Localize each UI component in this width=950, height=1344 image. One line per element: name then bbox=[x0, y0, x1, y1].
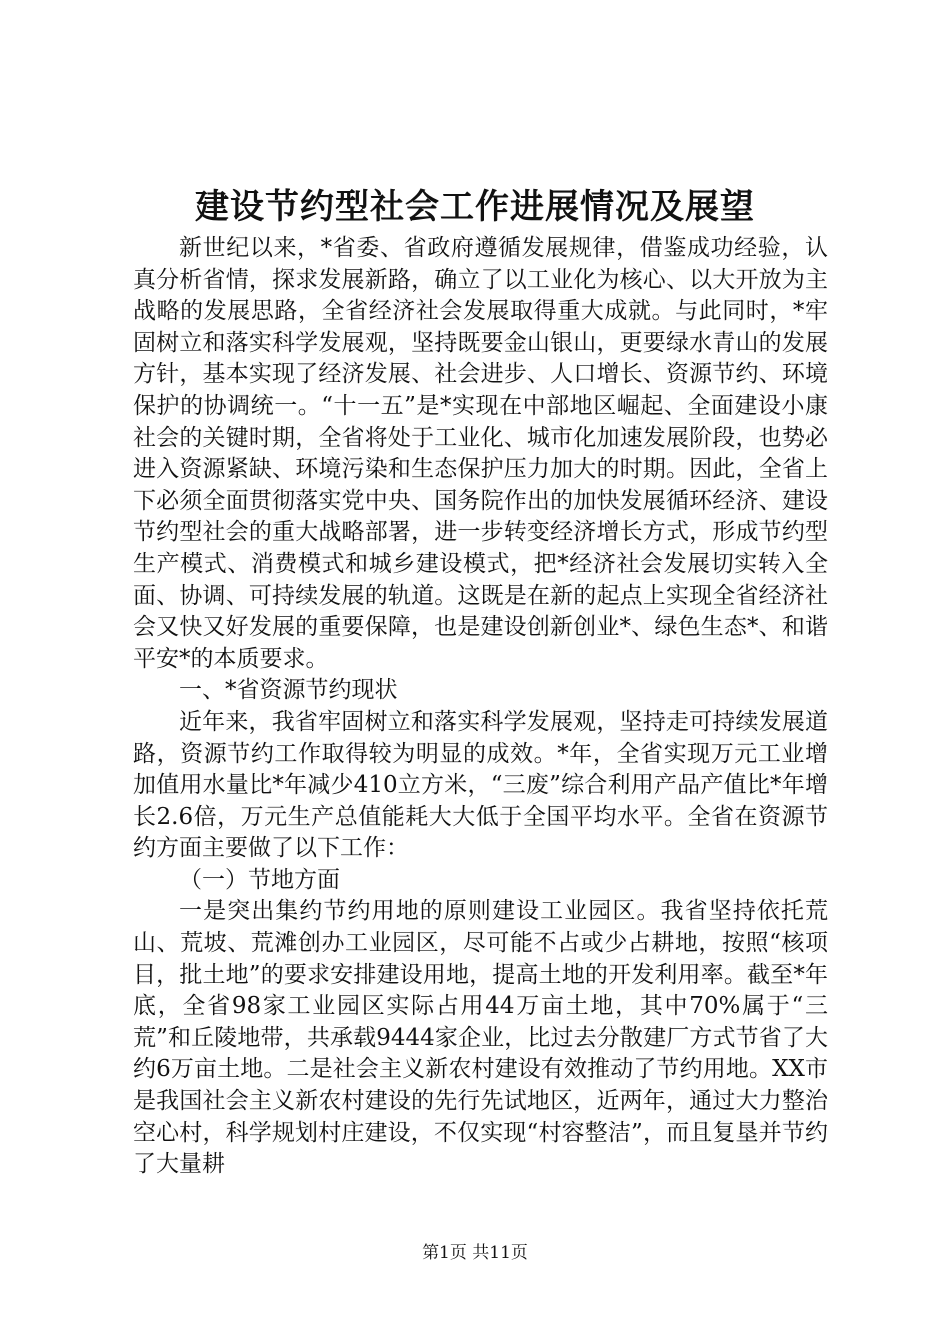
section-heading-1: 一、*省资源节约现状 bbox=[179, 677, 398, 704]
document-title: 建设节约型社会工作进展情况及展望 bbox=[195, 187, 755, 227]
document-body bbox=[133, 233, 828, 1181]
subsection-heading-land: （一）节地方面 bbox=[179, 866, 340, 893]
paragraph-intro: 新世纪以来，*省委、省政府遵循发展规律，借鉴成功经验，认真分析省情，探求发展新路，确立了以工业化为核心、以大开放为主战略的发展思路，全省经济社会发展取得重大成就。与此同时，*牢固树立和落实科学发展观，坚持既要金山银山，更要绿水青山的发展方针，基本实现了经济发展、社会进步、人口增长、资源节约、环境保护的协调统一。“十一五”是*实现在中部地区崛起、全面建设小康社会的关键时期，全省将处于工业化、城市化加速发展阶段，也势必进入资源紧缺、环境污染和生态保护压力加大的时期。因此，全省上下必须全面贯彻落实党中央、国务院作出的加快发展循环经济、建设节约型社会的重大战略部署，进一步转变经济增长方式，形成节约型生产模式、消费模式和城乡建设模式，把*经济社会发展切实转入全面、协调、可持续发展的轨道。这既是在新的起点上实现全省经济社会又快又好发展的重要保障，也是建设创新创业*、绿色生态*、和谐平安*的本质要求。 bbox=[133, 235, 828, 672]
paragraph-land-saving: 一是突出集约节约用地的原则建设工业园区。我省坚持依托荒山、荒坡、荒滩创办工业园区，尽可能不占或少占耕地，按照“核项目，批土地”的要求安排建设用地，提高土地的开发利用率。截至*年底，全省98家工业园区实际占用44万亩土地，其中70%属于“三荒”和丘陵地带，共承载9444家企业，比过去分散建厂方式节省了大约6万亩土地。二是社会主义新农村建设有效推动了节约用地。XX市是我国社会主义新农村建设的先行先试地区，近两年，通过大力整治空心村，科学规划村庄建设，不仅实现“村容整洁”，而且复垦并节约了大量耕 bbox=[133, 898, 828, 1178]
paragraph-resource-status: 近年来，我省牢固树立和落实科学发展观，坚持走可持续发展道路，资源节约工作取得较为明显的成效。*年，全省实现万元工业增加值用水量比*年减少410立方米，“三废”综合利用产品产值比*年增长2.6倍，万元生产总值能耗大大低于全国平均水平。全省在资源节约方面主要做了以下工作： bbox=[133, 708, 828, 862]
page-number-footer: 第1页 共11页 bbox=[422, 1243, 528, 1263]
